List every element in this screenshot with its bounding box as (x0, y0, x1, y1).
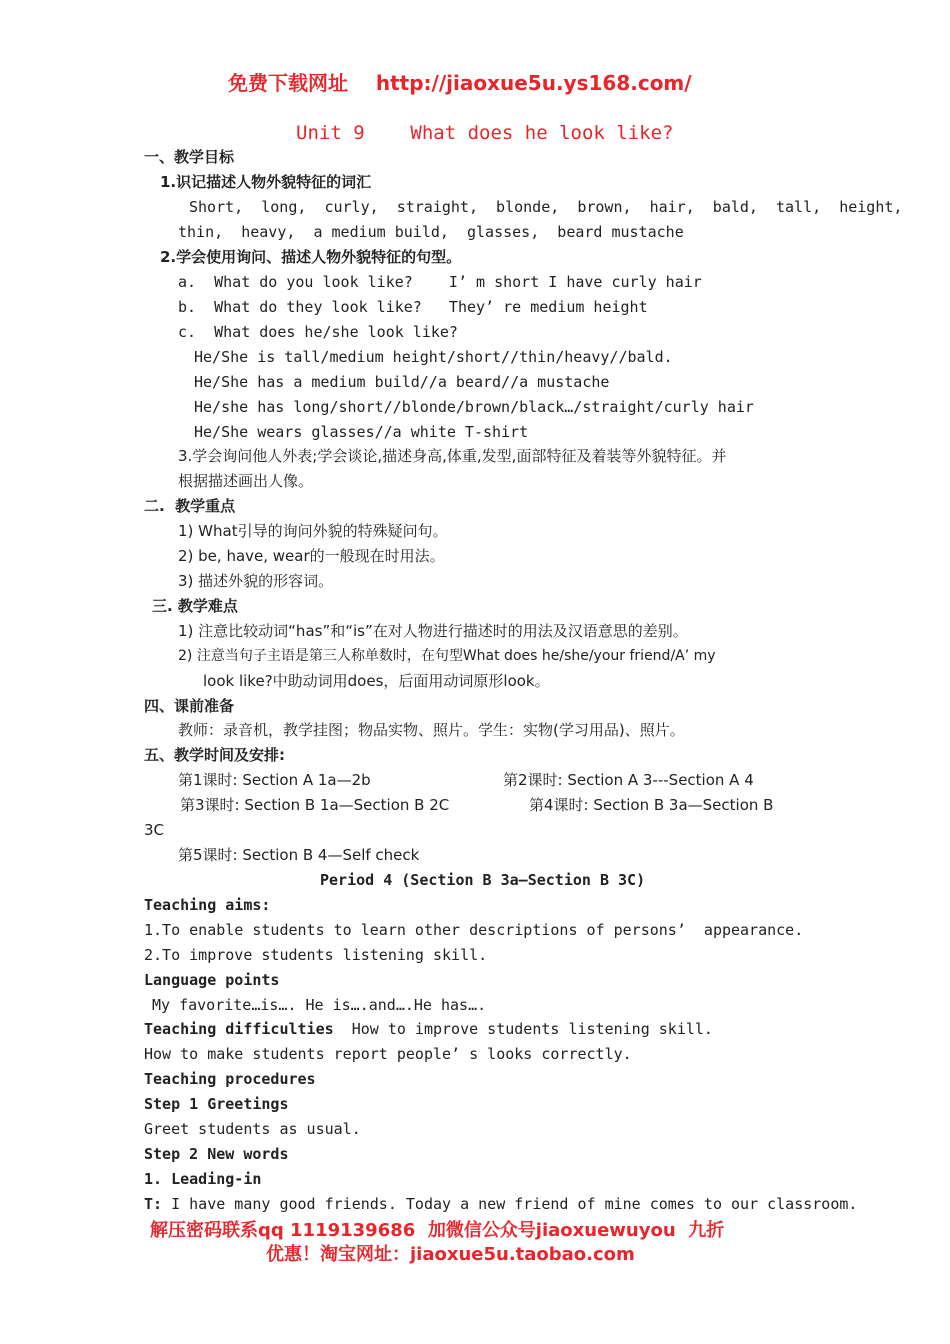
pattern-c: c. What does he/she look like? (178, 323, 458, 341)
schedule-lesson-3: 第3课时: Section B 1a—Section B 2C (180, 796, 450, 814)
step-1-heading: Step 1 Greetings (144, 1095, 289, 1113)
teaching-aims-heading: Teaching aims: (144, 896, 271, 914)
teacher-text: I have many good friends. Today a new friend of mine comes to our classroom. (171, 1195, 858, 1213)
step-1-text: Greet students as usual. (144, 1120, 361, 1138)
section3-heading: 三. 教学难点 (152, 597, 238, 615)
objective-1: 1.识记描述人物外貌特征的词汇 (160, 173, 372, 191)
footer-line-2: 优惠！淘宝网址：jiaoxue5u.taobao.com (266, 1244, 635, 1265)
header-banner (228, 70, 692, 96)
schedule-lesson-2: 第2课时: Section A 3---Section A 4 (503, 771, 754, 789)
pattern-c-example-1: He/She is tall/medium height/short//thin/heavy//bald. (194, 348, 673, 366)
unit-title: Unit 9 What does he look like? (296, 122, 674, 144)
difficulty-1: 1) 注意比较动词“has”和“is”在对人物进行描述时的用法及汉语意思的差别。 (178, 622, 688, 640)
footer-line-1: 解压密码联系qq 1119139686 加微信公众号jiaoxuewuyou 九折 (150, 1220, 725, 1241)
period-title: Period 4 (Section B 3a—Section B 3C) (320, 871, 646, 889)
pattern-c-example-3: He/she has long/short//blonde/brown/black…/straight/curly hair (194, 398, 754, 416)
key-point-2: 2) be, have, wear的一般现在时用法。 (178, 547, 445, 565)
teaching-difficulty-1: How to improve students listening skill. (351, 1020, 713, 1038)
teaching-difficulty-2: How to make students report people’ s looks correctly. (144, 1045, 632, 1063)
preparation-text: 教师：录音机，教学挂图；物品实物、照片。学生：实物(学习用品)、照片。 (178, 721, 685, 739)
key-point-3: 3) 描述外貌的形容词。 (178, 572, 334, 590)
difficulty-2-line-2: look like?中助动词用does，后面用动词原形look。 (203, 672, 550, 690)
objective-3-line-1: 3.学会询问他人外表;学会谈论,描述身高,体重,发型,面部特征及着装等外貌特征。并 (178, 447, 727, 465)
pattern-b: b. What do they look like? They’ re medium height (178, 298, 648, 316)
leading-in-heading: 1. Leading-in (144, 1170, 262, 1188)
pattern-c-example-4: He/She wears glasses//a white T-shirt (194, 423, 529, 441)
pattern-c-example-2: He/She has a medium build//a beard//a mustache (194, 373, 610, 391)
teaching-difficulties-row (144, 1019, 713, 1039)
free-download-label: 免费下载网址 (228, 71, 348, 95)
schedule-lesson-4-cont: 3C (144, 821, 165, 839)
step-2-heading: Step 2 New words (144, 1145, 289, 1163)
teaching-procedures-heading: Teaching procedures (144, 1070, 316, 1088)
section4-heading: 四、课前准备 (144, 697, 235, 715)
teacher-line (144, 1194, 857, 1214)
objective-3-line-2: 根据描述画出人像。 (178, 472, 314, 490)
section2-heading: 二. 教学重点 (144, 497, 236, 515)
vocab-line-2: thin, heavy, a medium build, glasses, beard mustache (178, 223, 684, 241)
key-point-1: 1) What引导的询问外貌的特殊疑问句。 (178, 522, 448, 540)
schedule-lesson-5: 第5课时: Section B 4—Self check (178, 846, 420, 864)
header-url-link[interactable]: http://jiaoxue5u.ys168.com/ (375, 71, 692, 95)
language-points-heading: Language points (144, 971, 280, 989)
schedule-lesson-1: 第1课时: Section A 1a—2b (178, 771, 371, 789)
schedule-lesson-4: 第4课时: Section B 3a—Section B (529, 796, 774, 814)
section1-heading: 一、教学目标 (144, 148, 235, 166)
language-point-text: My favorite…is…. He is….and….He has…. (152, 996, 487, 1014)
objective-2: 2.学会使用询问、描述人物外貌特征的句型。 (160, 248, 462, 266)
section5-heading: 五、教学时间及安排: (144, 746, 285, 764)
vocab-line-1: Short, long, curly, straight, blonde, brown, hair, bald, tall, height, (189, 198, 903, 216)
difficulty-2-line-1: 2) 注意当句子主语是第三人称单数时，在句型What does he/she/your friend/A’ my (178, 648, 716, 664)
teaching-difficulties-heading: Teaching difficulties (144, 1020, 334, 1038)
teacher-label: T: (144, 1195, 163, 1213)
teaching-aim-2: 2.To improve students listening skill. (144, 946, 488, 964)
teaching-aim-1: 1.To enable students to learn other descriptions of persons’ appearance. (144, 921, 804, 939)
pattern-a: a. What do you look like? I’ m short I have curly hair (178, 273, 702, 291)
